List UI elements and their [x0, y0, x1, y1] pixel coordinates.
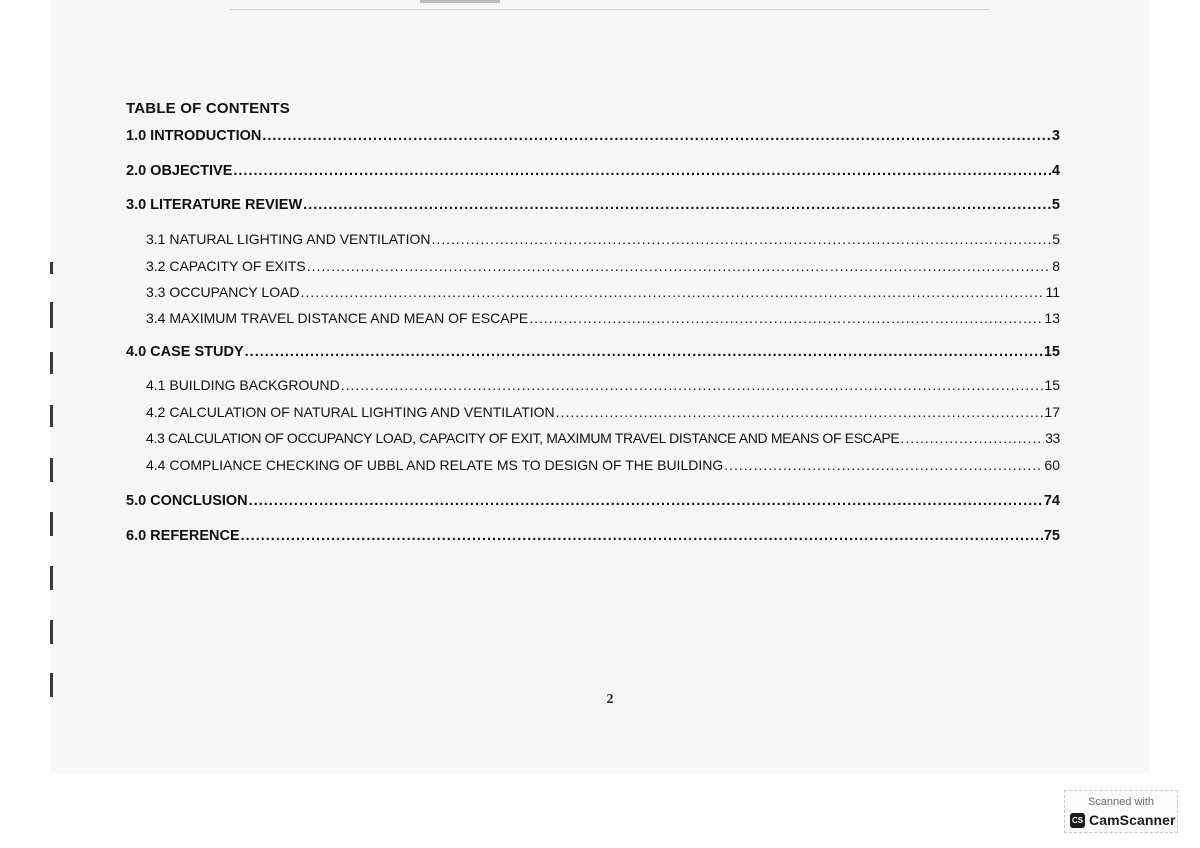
dot-leader [307, 258, 1051, 274]
toc-entry-label: 2.0 OBJECTIVE [126, 163, 233, 179]
toc-entry-page: 15 [1044, 377, 1060, 393]
dot-leader [341, 377, 1044, 393]
page-number: 2 [606, 692, 614, 707]
toc-subentry [146, 310, 1060, 326]
watermark-brand: CamScanner [1089, 812, 1176, 828]
binding-mark [50, 405, 53, 427]
toc-entry-page: 4 [1051, 163, 1060, 179]
toc-entry [126, 128, 1060, 144]
watermark-caption: Scanned with [1087, 796, 1155, 808]
toc-subentry [146, 377, 1060, 393]
toc-entry-label: 3.1 NATURAL LIGHTING AND VENTILATION [146, 231, 431, 247]
toc-entry [126, 163, 1060, 179]
dot-leader [303, 197, 1051, 213]
toc-entry-page: 33 [1045, 430, 1060, 446]
dot-leader [724, 457, 1043, 473]
toc-subentry [146, 258, 1060, 274]
binding-mark [50, 262, 53, 274]
toc-entry [126, 344, 1060, 360]
dot-leader [431, 231, 1051, 247]
toc-entry-page: 13 [1044, 310, 1060, 326]
toc-entry-page: 60 [1044, 457, 1060, 473]
toc-entry-label: 4.3 CALCULATION OF OCCUPANCY LOAD, CAPACITY OF EXIT, MAXIMUM TRAVEL DISTANCE AND MEANS OF ESCAPE [146, 430, 900, 446]
dot-leader [245, 344, 1043, 360]
toc-entry-label: 4.1 BUILDING BACKGROUND [146, 377, 340, 393]
toc-entry-page: 3 [1051, 128, 1060, 144]
toc-entry-label: 3.2 CAPACITY OF EXITS [146, 258, 306, 274]
toc-entry [126, 528, 1060, 544]
toc-entry-page: 15 [1043, 344, 1060, 360]
watermark-brand-row [1070, 812, 1176, 828]
toc-entry-label: 4.0 CASE STUDY [126, 344, 244, 360]
toc-entry-page: 75 [1043, 528, 1060, 544]
binding-mark [50, 512, 53, 536]
dot-leader [241, 528, 1043, 544]
toc-entry-label: 6.0 REFERENCE [126, 528, 240, 544]
toc-entry-page: 17 [1044, 404, 1060, 420]
toc-entry-label: 4.4 COMPLIANCE CHECKING OF UBBL AND RELATE MS TO DESIGN OF THE BUILDING [146, 457, 724, 473]
toc-entry [126, 493, 1060, 509]
dot-leader [233, 163, 1051, 179]
dot-leader [556, 404, 1044, 420]
toc-entry-page: 5 [1051, 197, 1060, 213]
dot-leader [301, 284, 1045, 300]
camscanner-logo-icon: CS [1070, 813, 1085, 828]
binding-mark [50, 620, 53, 644]
dot-leader [249, 493, 1043, 509]
toc-entry-page: 11 [1045, 284, 1060, 300]
toc-entry-page: 5 [1052, 231, 1060, 247]
toc-entry-label: 3.0 LITERATURE REVIEW [126, 197, 303, 213]
binding-mark [50, 566, 53, 590]
toc-entry-label: 5.0 CONCLUSION [126, 493, 248, 509]
toc-subentry [146, 231, 1060, 247]
top-edge-line [230, 9, 990, 10]
toc-entry-label: 3.4 MAXIMUM TRAVEL DISTANCE AND MEAN OF ESCAPE [146, 310, 529, 326]
toc-subentry [146, 284, 1060, 300]
toc-entry [126, 197, 1060, 213]
toc-entry-page: 74 [1043, 493, 1060, 509]
dot-leader [900, 430, 1044, 446]
toc-subentry [146, 430, 1060, 446]
toc-entry-label: 1.0 INTRODUCTION [126, 128, 262, 144]
toc-entry-label: 4.2 CALCULATION OF NATURAL LIGHTING AND VENTILATION [146, 404, 555, 420]
camscanner-watermark [1064, 790, 1178, 833]
dot-leader [262, 128, 1051, 144]
binding-mark [50, 302, 53, 328]
top-smudge [420, 0, 500, 3]
toc-title: TABLE OF CONTENTS [126, 100, 290, 117]
binding-mark [50, 352, 53, 374]
dot-leader [529, 310, 1043, 326]
binding-mark [50, 458, 53, 482]
toc-entry-label: 3.3 OCCUPANCY LOAD [146, 284, 300, 300]
toc-subentry [146, 457, 1060, 473]
toc-subentry [146, 404, 1060, 420]
toc-entry-page: 8 [1052, 258, 1060, 274]
